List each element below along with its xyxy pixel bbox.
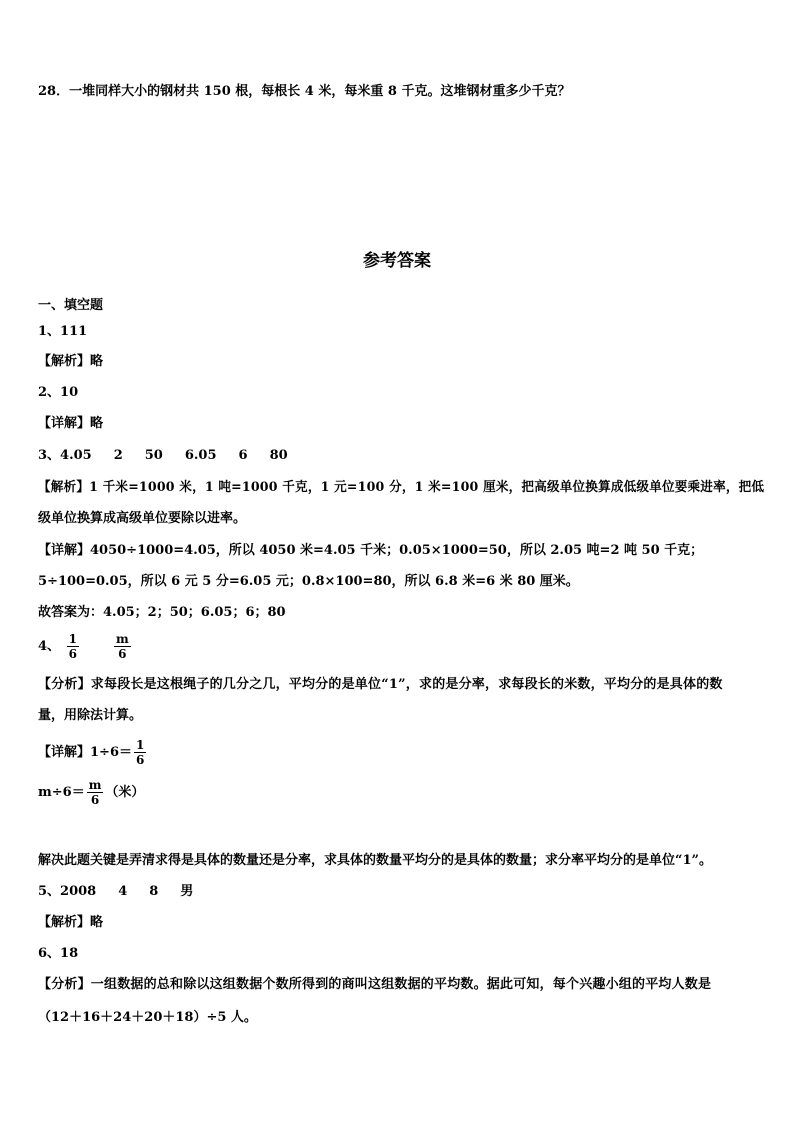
- fraction-numerator: 1: [68, 632, 77, 646]
- answer-4-analysis-line-1: 【分析】求每段长是这根绳子的几分之几，平均分的是单位“1”，求的是分率，求每段长的米数，平均分的是具体的数: [38, 677, 723, 692]
- answer-3-detail-line-1: 【详解】4050÷1000=4.05，所以 4050 米=4.05 千米；0.05×1000=50，所以 2.05 吨=2 吨 50 千克；: [38, 543, 704, 558]
- fraction-denominator: 6: [118, 647, 127, 661]
- answer-3-value: 6: [238, 448, 248, 463]
- answer-4-m-unit: （米）: [105, 785, 145, 800]
- fraction-numerator: m: [88, 778, 102, 792]
- answer-3-value: 2: [113, 448, 123, 463]
- fraction-numerator: 1: [135, 738, 145, 752]
- answer-1-analysis: 【解析】略: [38, 354, 104, 369]
- answer-3-value: 4.05: [60, 448, 92, 463]
- answer-4-m-text: m÷6＝: [38, 785, 85, 800]
- answer-1: 1、111: [38, 324, 88, 339]
- answer-3-value: 50: [144, 448, 163, 463]
- answer-3-value: 80: [269, 448, 288, 463]
- answer-4-fraction-2: [114, 632, 131, 661]
- answer-4-number: 4、: [38, 639, 61, 654]
- answer-3-conclusion: 故答案为：4.05；2；50；6.05；6；80: [38, 605, 286, 620]
- fraction-denominator: 6: [90, 793, 100, 807]
- answer-3-analysis-line-2: 级单位换算成高级单位要除以进率。: [38, 511, 247, 526]
- answer-4-detail-text: 【详解】1÷6＝: [38, 745, 132, 760]
- answer-5: [38, 884, 193, 900]
- answer-4-detail: [38, 736, 148, 770]
- answer-4-analysis-line-2: 量，用除法计算。: [38, 708, 143, 723]
- answer-6-analysis-line-1: 【分析】一组数据的总和除以这组数据个数所得到的商叫这组数据的平均数。据此可知，每个兴趣小组的平均人数是: [38, 977, 712, 992]
- answer-3-detail-line-2: 5÷100=0.05，所以 6 元 5 分=6.05 元；0.8×100=80，所以 6.8 米=6 米 80 厘米。: [38, 574, 579, 589]
- answer-title: 参考答案: [363, 251, 431, 271]
- answer-4-summary: 解决此题关键是弄清求得是具体的数量还是分率，求具体的数量平均分的是具体的数量；求分率平均分的是单位“1”。: [38, 853, 713, 868]
- fraction-denominator: 6: [68, 647, 77, 661]
- fraction-numerator: m: [116, 632, 129, 646]
- answer-5-value: 8: [149, 884, 159, 899]
- answer-5-number: 5、: [38, 884, 61, 899]
- answer-5-analysis: 【解析】略: [38, 915, 104, 930]
- question-28: 28．一堆同样大小的钢材共 150 根，每根长 4 米，每米重 8 千克。这堆钢材重多少千克？: [38, 84, 571, 99]
- answer-2: 2、10: [38, 385, 79, 400]
- fraction-denominator: 6: [135, 753, 145, 767]
- answer-4-m-equation: [38, 776, 144, 810]
- answer-5-value: 男: [180, 884, 194, 899]
- answer-3-number: 3、: [38, 448, 61, 463]
- answer-4-detail-fraction: [134, 738, 146, 767]
- answer-2-detail: 【详解】略: [38, 416, 104, 431]
- answer-4: [38, 630, 133, 664]
- answer-4-m-fraction: [87, 778, 104, 807]
- answer-5-value: 4: [118, 884, 128, 899]
- section-heading-fill-blank: 一、填空题: [38, 298, 104, 313]
- answer-5-value: 2008: [60, 884, 97, 899]
- answer-4-fraction-1: [67, 632, 79, 661]
- answer-6-analysis-line-2: （12＋16＋24＋20＋18）÷5 人。: [38, 1010, 257, 1025]
- answer-3: [38, 448, 288, 464]
- answer-6: 6、18: [38, 946, 79, 961]
- answer-3-value: 6.05: [184, 448, 217, 463]
- answer-3-analysis-line-1: 【解析】1 千米=1000 米，1 吨=1000 千克，1 元=100 分，1 米=100 厘米，把高级单位换算成低级单位要乘进率，把低: [38, 480, 765, 495]
